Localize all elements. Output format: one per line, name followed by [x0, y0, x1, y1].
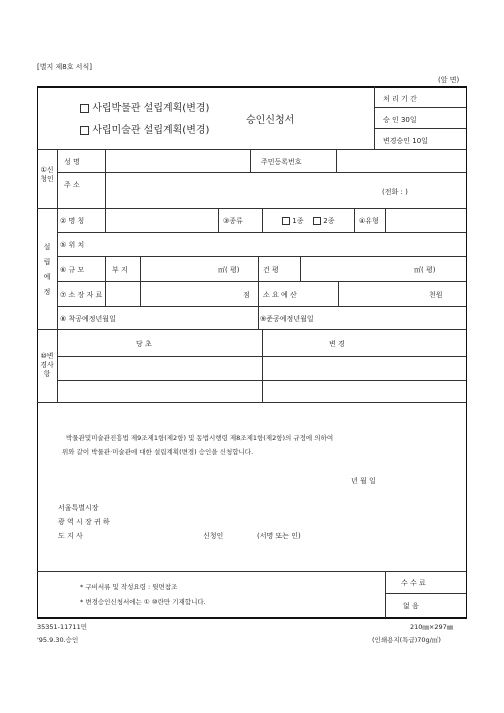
changed-col: 변 경	[329, 340, 345, 348]
sign-hint: (서명 또는 인)	[257, 532, 301, 540]
land-unit: ㎡( 평)	[218, 266, 240, 274]
phone-label: (전화 : )	[382, 188, 408, 196]
checkbox-grade1[interactable]	[282, 217, 290, 225]
doc-name: 승인신청서	[246, 115, 295, 126]
original-col: 당 초	[136, 340, 152, 348]
statement-line1: 박물관및미술관진흥법 제9조제1항(제2항) 및 동법시행령 제8조제1항(제2항)의 규정에 의하여	[66, 434, 334, 442]
type-label: ③종류	[223, 217, 243, 225]
statement-line2: 위와 같이 박물관·미술관에 대한 설립계획(변경) 승인을 신청합니다.	[62, 448, 254, 456]
building-unit: ㎡( 평)	[414, 266, 436, 274]
complete-date-label: ⑨준공예정년월일	[260, 315, 314, 323]
building-label: 건 평	[263, 266, 279, 274]
title-option-gallery[interactable]: 사립미술관 설립계획(변경)	[80, 121, 209, 136]
checkbox-grade2[interactable]	[313, 217, 321, 225]
checkbox-gallery[interactable]	[80, 126, 89, 135]
processing-approve: 승 인 30일	[383, 116, 417, 124]
applicant-sign-label: 신청인	[203, 532, 224, 540]
budget-unit: 천원	[429, 291, 443, 299]
fee-label: 수 수 료	[401, 579, 426, 587]
addressee-seoul: 서울특별시장	[58, 504, 99, 512]
budget-label: 소 요 예 산	[263, 291, 297, 299]
addressee-metro: 광 역 시 장 귀 하	[58, 518, 110, 526]
processing-change: 변경승인 10일	[383, 137, 428, 145]
collection-label: ⑦ 소 장 자 료	[60, 291, 103, 299]
fee-value: 없 음	[403, 602, 419, 610]
scale-label: ⑥ 규 모	[60, 266, 85, 274]
note-1: * 구비서류 및 작성요령 : 뒷면참조	[80, 583, 178, 591]
page-side: (앞 면)	[438, 76, 460, 84]
title-option-museum[interactable]: 사립박물관 설립계획(변경)	[80, 99, 209, 114]
start-date-label: ⑧ 착공예정년월일	[60, 315, 116, 323]
paper-spec: (인쇄용지(특급)70g/㎡)	[372, 636, 441, 644]
note-2: * 변경승인신청서에는 ① ⑩란만 기재합니다.	[80, 598, 206, 606]
land-label: 부 지	[112, 266, 128, 274]
address-label: 주 소	[64, 181, 80, 189]
form-code: 35351-11711민	[37, 623, 87, 631]
date-line: 년 월 일	[351, 477, 376, 485]
checkbox-museum[interactable]	[80, 104, 89, 113]
location-label: ⑤ 위 치	[60, 241, 85, 249]
collection-unit: 점	[243, 291, 250, 299]
processing-label: 처 리 기 간	[383, 95, 417, 103]
grade-2[interactable]: 2종	[313, 216, 334, 226]
name-item: ② 명 칭	[60, 217, 85, 225]
approval-date: '95.9.30.승인	[37, 636, 79, 644]
plan-section: 설립예정	[43, 243, 51, 296]
applicant-section: ①신청인	[40, 166, 54, 183]
form-id: [별지 제8호 서식]	[37, 63, 92, 71]
name-label: 성 명	[64, 158, 80, 166]
rrn-label: 주민등록번호	[261, 158, 302, 166]
addressee-province: 도 지 사	[58, 532, 83, 540]
form-type-label: ④유형	[359, 217, 379, 225]
change-section: ⑩변경사항	[40, 352, 54, 378]
grade-1[interactable]: 1종	[282, 216, 303, 226]
paper-size: 210㎜×297㎜	[410, 623, 454, 631]
